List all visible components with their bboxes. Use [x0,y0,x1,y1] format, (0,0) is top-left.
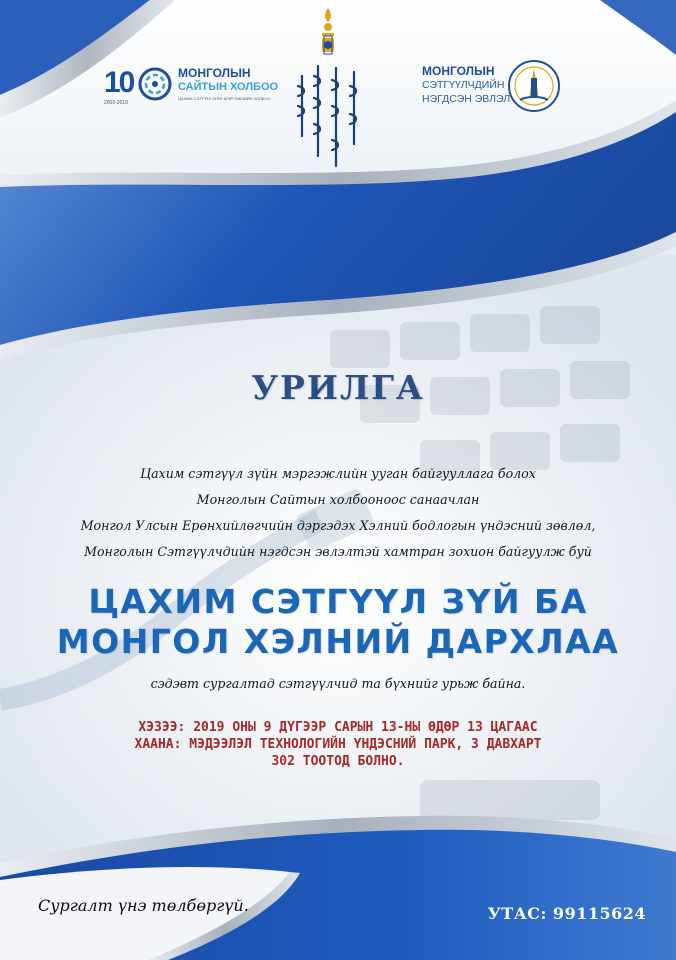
intro-line-2: Монголын Сайтын холбооноос санаачлан [196,492,480,507]
event-room: 302 ТООТОД БОЛНО. [271,754,405,769]
association-name-line1: МОНГОЛЫН [178,66,251,80]
mongolian-website-association-logo [104,60,279,116]
association-ring-icon [137,66,173,102]
intro-line-1: Цахим сэтгүүл зүйн мэргэжлийн ууган байгууллага болох [140,466,536,481]
free-of-charge-note: Сургалт үнэ төлбөргүй. [38,896,249,915]
union-name-line2: СЭТГҮҮЛЧДИЙН [422,79,505,91]
association-years: 2009-2019 [104,100,128,106]
association-tagline: ЦАХИМ СЭТГҮҮЛ ЗҮЙН МЭРГЭЖЛИЙН ХОЛБОО [178,96,271,101]
contact-phone: УТАС: 99115624 [487,904,646,923]
intro-line-3: Монгол Улсын Ерөнхийлөгчийн дэргэдэх Хэлний бодлогын үндэсний зөвлөл, [80,518,596,533]
event-location: ХААНА: МЭДЭЭЛЭЛ ТЕХНОЛОГИЙН ҮНДЭСНИЙ ПАРК, 3 ДАВХАРТ [134,737,542,752]
union-name-line1: МОНГОЛЫН [422,64,495,78]
union-name [422,64,510,106]
association-name [178,66,278,94]
soyombo-emblem-icon [288,6,368,176]
intro-line-4: Монголын Сэтгүүлчдийн нэгдсэн эвлэлтэй хамтран зохион байгуулж буй [84,544,592,559]
anniversary-number: 10 [104,66,134,99]
journalists-union-logo [418,58,568,118]
event-time: ХЭЗЭЭ: 2019 ОНЫ 9 ДҮГЭЭР САРЫН 13-НЫ ӨДӨР 13 ЦАГААС [138,720,538,735]
headline-line-2: МОНГОЛ ХЭЛНИЙ ДАРХЛАА [56,622,620,661]
headline-line-1: ЦАХИМ СЭТГҮҮЛ ЗҮЙ БА [88,582,588,621]
press-union-emblem-icon [506,58,562,114]
union-name-line3: НЭГДСЭН ЭВЛЭЛ [422,93,511,105]
invitation-line: сэдэвт сургалтад сэтгүүлчид та бүхнийг урьж байна. [150,676,526,691]
association-name-line2: САЙТЫН ХОЛБОО [178,81,279,93]
page-title: УРИЛГА [251,368,425,407]
